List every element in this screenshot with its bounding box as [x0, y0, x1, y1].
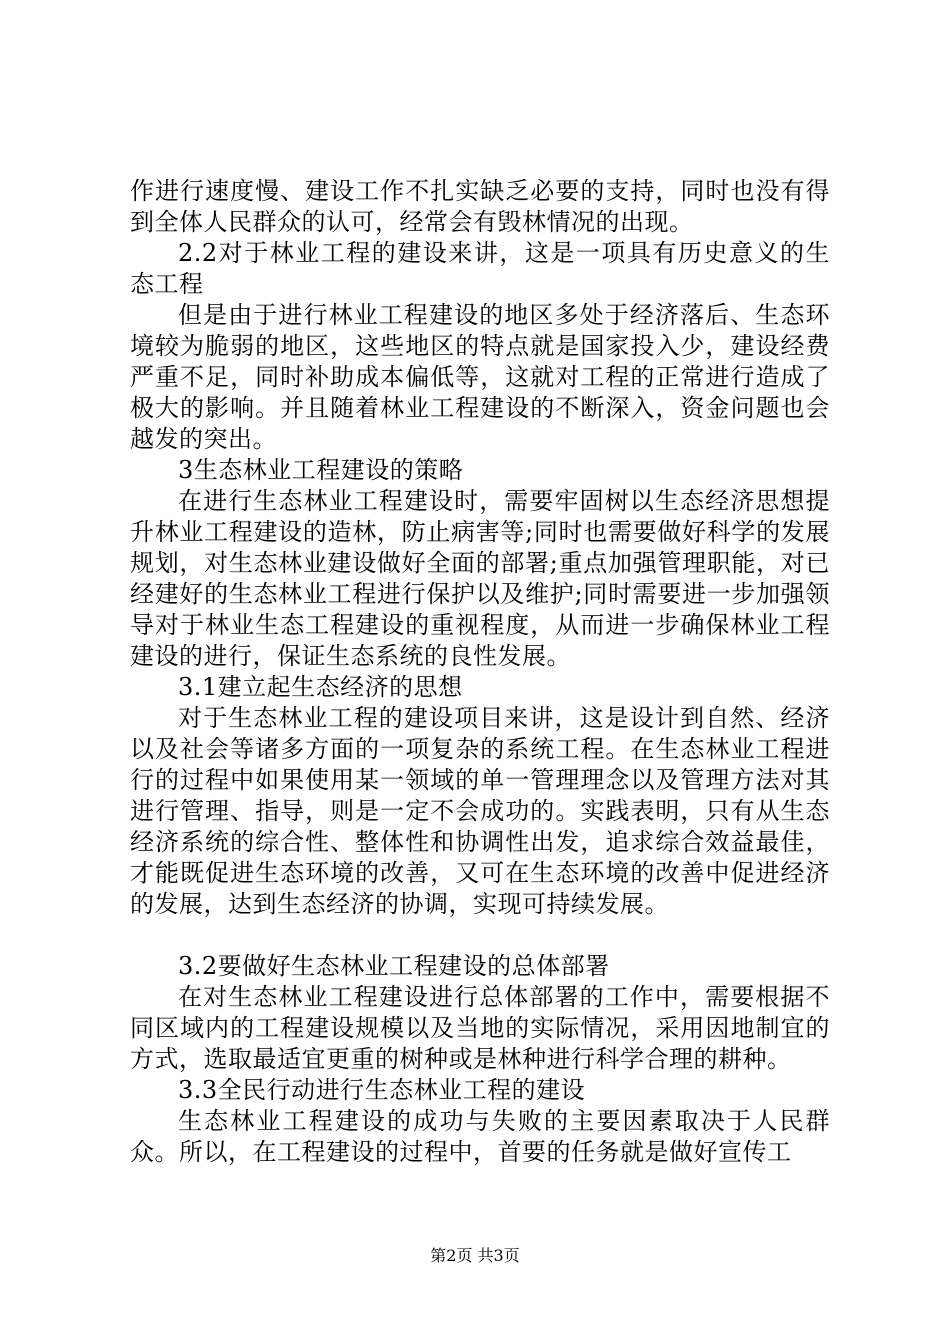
page-footer: 第2页 共3页 — [430, 1246, 520, 1265]
heading-3: 3生态林业工程建设的策略 — [178, 456, 464, 484]
paragraph-3-3-body: 生态林业工程建设的成功与失败的主要因素取决于人民群众。所以，在工程建设的过程中，首要的任务就是做好宣传工 — [130, 1107, 830, 1166]
paragraph-3-1-body: 对于生态林业工程的建设项目来讲，这是设计到自然、经济以及社会等诸多方面的一项复杂的系统工程。在生态林业工程进行的过程中如果使用某一领域的单一管理理念以及管理方法对其进行管理、指导，则是一定不会成功的。实践表明，只有从生态经济系统的综合性、整体性和协调性出发，追求综合效益最佳，才能既促进生态环境的改善，又可在生态环境的改善中促进经济的发展，达到生态经济的协调，实现可持续发展。 — [130, 704, 830, 918]
paragraph-3-2-body: 在对生态林业工程建设进行总体部署的工作中，需要根据不同区域内的工程建设规模以及当地的实际情况，采用因地制宜的方式，选取最适宜更重的树种或是林种进行科学合理的耕种。 — [130, 983, 830, 1073]
heading-3-3: 3.3全民行动进行生态林业工程的建设 — [178, 1076, 586, 1104]
document-body — [130, 176, 830, 1168]
heading-3-2: 3.2要做好生态林业工程建设的总体部署 — [178, 952, 610, 980]
heading-3-1: 3.1建立起生态经济的思想 — [178, 673, 463, 701]
blank-line — [130, 920, 830, 951]
paragraph-continuation: 作进行速度慢、建设工作不扎实缺乏必要的支持，同时也没有得到全体人民群众的认可，经常会有毁林情况的出现。 — [130, 177, 830, 236]
paragraph-3-body: 在进行生态林业工程建设时，需要牢固树以生态经济思想提升林业工程建设的造林，防止病害等;同时也需要做好科学的发展规划，对生态林业建设做好全面的部署;重点加强管理职能，对已经建好的生态林业工程进行保护以及维护;同时需要进一步加强领导对于林业生态工程建设的重视程度，从而进一步确保林业工程建设的进行，保证生态系统的良性发展。 — [130, 487, 830, 670]
paragraph-2-2-body: 但是由于进行林业工程建设的地区多处于经济落后、生态环境较为脆弱的地区，这些地区的特点就是国家投入少，建设经费严重不足，同时补助成本偏低等，这就对工程的正常进行造成了极大的影响。并且随着林业工程建设的不断深入，资金问题也会越发的突出。 — [130, 301, 830, 453]
heading-2-2: 2.2对于林业工程的建设来讲，这是一项具有历史意义的生态工程 — [130, 239, 830, 298]
